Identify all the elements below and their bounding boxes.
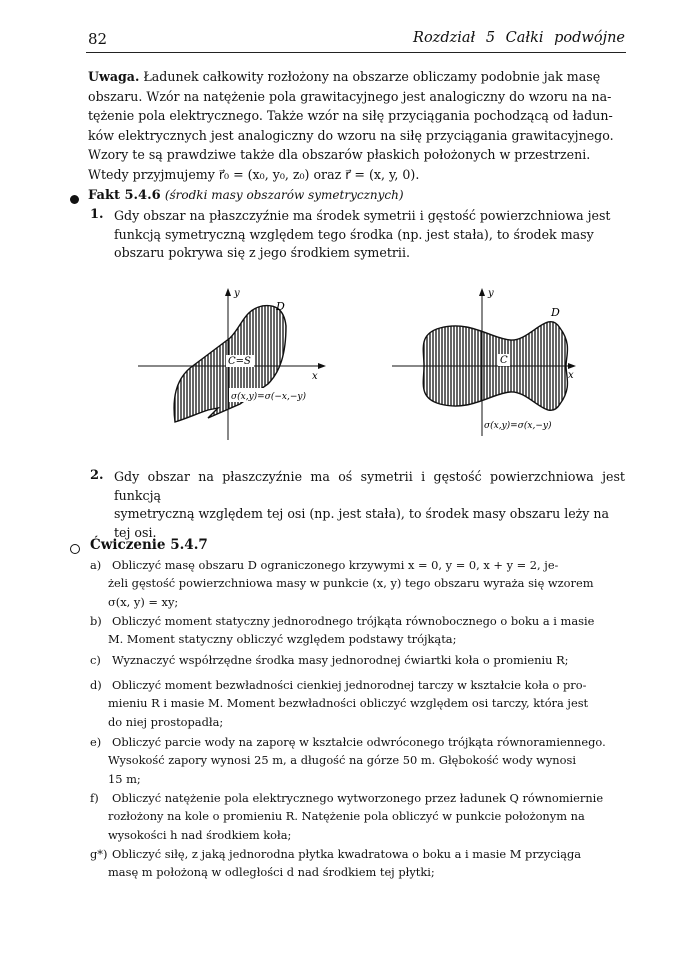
header-rule <box>86 52 626 53</box>
left-figure <box>138 288 329 440</box>
left-y-label: y <box>234 288 240 299</box>
remark-line: ków elektrycznych jest analogiczny do wzoru na siłę przyciągania grawitacyjnego. <box>88 127 614 143</box>
remark-line: Wzory te są prawdziwe także dla obszarów płaskich położonych w przestrzeni. <box>88 147 591 163</box>
left-density-label: σ(x,y)=σ(−x,−y) <box>231 392 306 402</box>
exercise-item-g: g*) Obliczyć siłę, z jaką jednorodna płytka kwadratowa o boku a i masie M przyciąga masę m położoną w odległości d nad środkiem tej płytki; <box>90 847 582 880</box>
fact-subtitle: (środki masy obszarów symetrycznych) <box>164 188 404 202</box>
fact-item-1-number: 1. <box>90 207 104 222</box>
left-y-arrow-icon <box>225 288 231 296</box>
right-y-label: y <box>488 288 494 299</box>
exercise-title: Ćwiczenie 5.4.7 <box>90 537 208 553</box>
remark-label: Uwaga. <box>88 69 140 84</box>
exercise-item-a: a) Obliczyć masę obszaru D ograniczonego krzywymi x = 0, y = 0, x + y = 2, je- żeli gęstość powierzchniowa masy w punkcie (x, y) tego obszaru wyraża się wzorem σ(x, y) = xy; <box>90 558 594 609</box>
right-density-label: σ(x,y)=σ(x,−y) <box>484 421 552 431</box>
exercise-item-f: f) Obliczyć natężenie pola elektrycznego wytworzonego przez ładunek Q równomiernie rozłożony na kole o promieniu R. Natężenie pola obliczyć w punkcie położonym na wysokości h nad środkiem koła; <box>90 791 604 842</box>
remark-paragraph <box>88 67 625 185</box>
right-x-arrow-icon <box>568 363 576 369</box>
right-y-arrow-icon <box>479 288 485 296</box>
running-head: Rozdział 5 Całki podwójne <box>413 30 625 46</box>
exercise-item-e: e) Obliczyć parcie wody na zaporę w kształcie odwróconego trójkąta równoramiennego. Wysokość zapory wynosi 25 m, a długość na górze 50 m. Głębokość wody wynosi 15 m; <box>90 735 606 786</box>
right-region-label: D <box>551 306 560 319</box>
page-number: 82 <box>88 30 108 48</box>
right-figure <box>392 288 576 436</box>
exercise-circle-icon <box>70 544 80 554</box>
symmetry-figures <box>0 280 683 450</box>
remark-line: Uwaga. Ładunek całkowity rozłożony na obszarze obliczamy podobnie jak masę <box>88 69 601 84</box>
right-center-label: C <box>500 355 508 366</box>
fact-title: Fakt 5.4.6 (środki masy obszarów symetrycznych) <box>88 188 404 203</box>
exercise-item-d: d) Obliczyć moment bezwładności cienkiej jednorodnej tarczy w kształcie koła o pro- mieniu R i masie M. Moment bezwładności obliczyć względem osi tarczy, która jest do niej prostopadła; <box>90 678 589 729</box>
exercise-item-b: b) Obliczyć moment statyczny jednorodnego trójkąta równobocznego o boku a i masie M. Moment statyczny obliczyć względem podstawy trójkąta; <box>90 614 595 647</box>
right-x-label: x <box>568 370 574 381</box>
left-x-label: x <box>312 371 318 382</box>
fact-item-2-text: Gdy obszar na płaszczyźnie ma oś symetrii i gęstość powierzchniowa jest funkcją symetryczną względem tej osi (np. jest stała), to środek masy obszaru leży na tej osi. <box>114 469 625 540</box>
remark-line: tężenie pola elektrycznego. Także wzór na siłę przyciągania pochodzącą od ładun- <box>88 108 613 124</box>
left-center-label: C=S <box>228 356 251 367</box>
fact-item-2-number: 2. <box>90 468 104 483</box>
remark-line: Wtedy przyjmujemy r⃗₀ = (x₀, y₀, z₀) oraz r⃗ = (x, y, 0). <box>88 166 420 182</box>
left-x-arrow-icon <box>318 363 326 369</box>
remark-line: obszaru. Wzór na natężenie pola grawitacyjnego jest analogiczny do wzoru na na- <box>88 88 612 104</box>
exercise-item-c: c) Wyznaczyć współrzędne środka masy jednorodnej ćwiartki koła o promieniu R; <box>90 653 569 667</box>
left-region-label: D <box>276 300 285 313</box>
fact-item-1-text: Gdy obszar na płaszczyźnie ma środek symetrii i gęstość powierzchniowa jest funkcją symetryczną względem tego środka (np. jest stała), to środek masy obszaru pokrywa się z jego środkiem symetrii. <box>114 208 611 260</box>
fact-bullet-icon <box>70 195 79 204</box>
